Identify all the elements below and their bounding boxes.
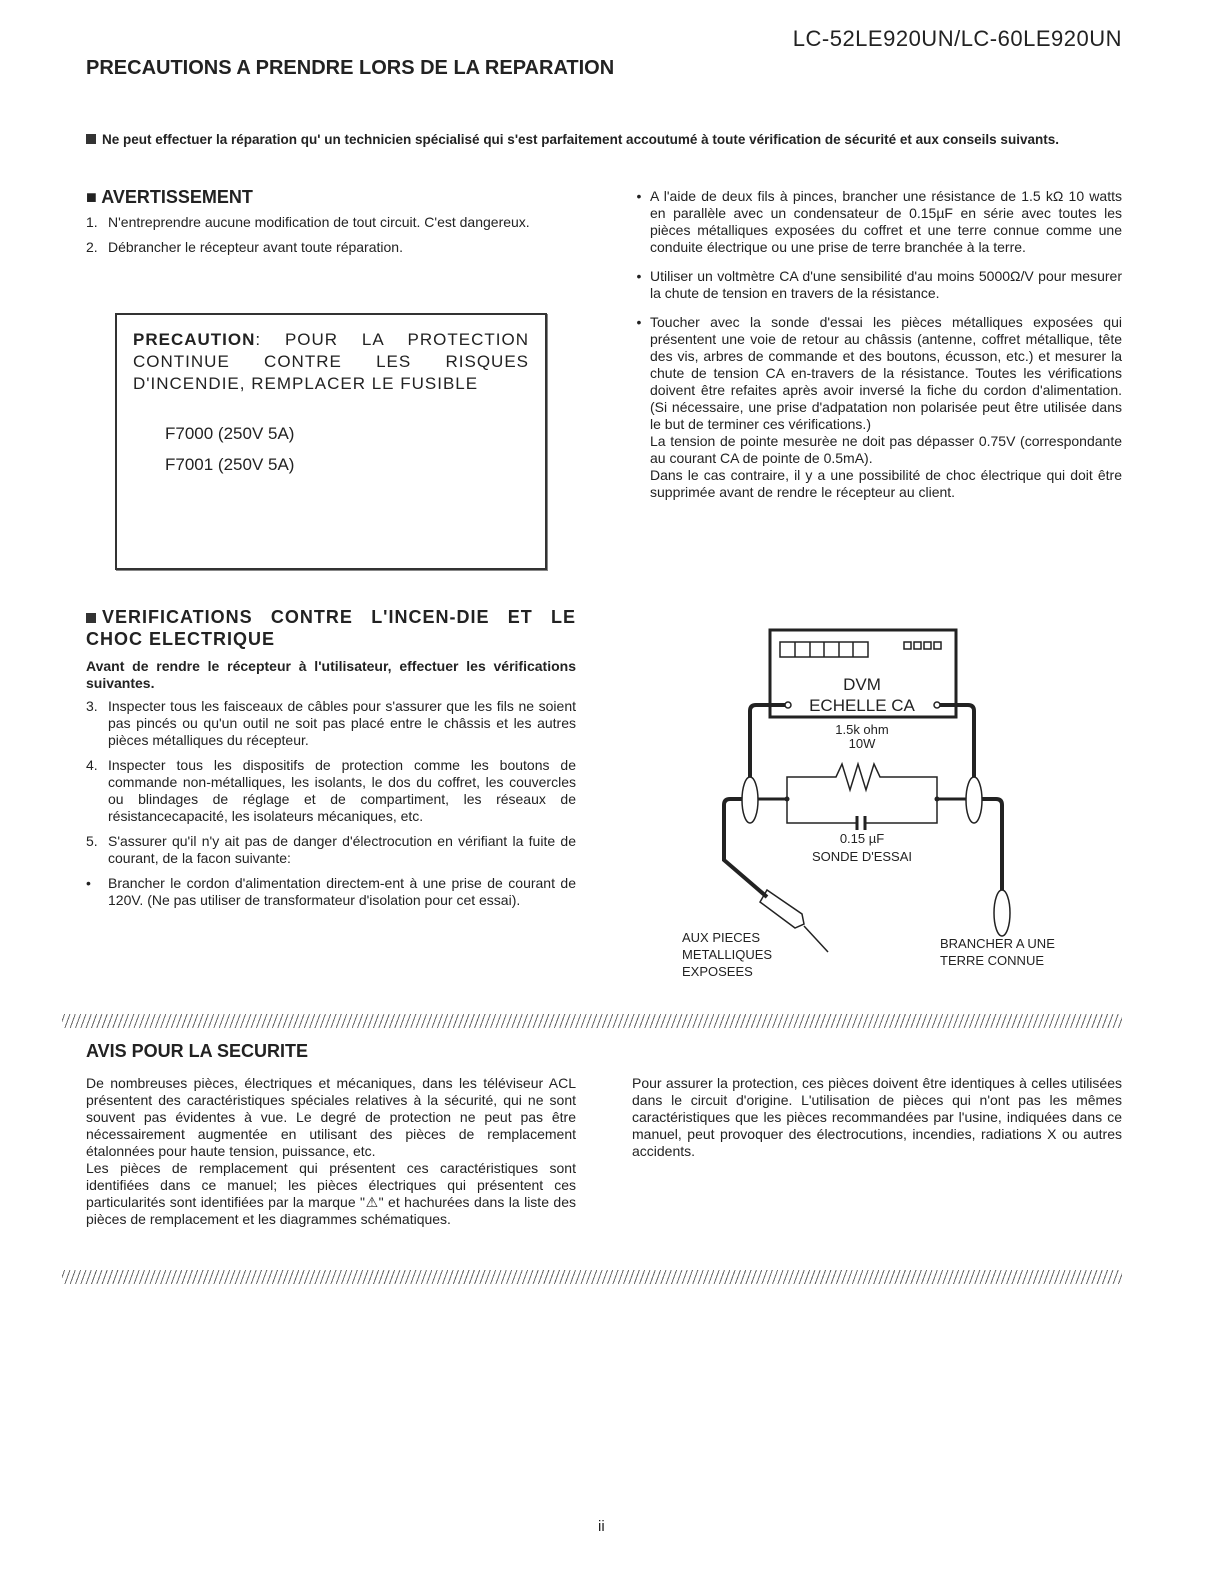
list-item: 1. N'entreprendre aucune modification de tout circuit. C'est dangereux. bbox=[86, 214, 530, 230]
list-item: • Utiliser un voltmètre CA d'une sensibilité d'au moins 5000Ω/V pour mesurer la chute de tension en travers de la résistance. bbox=[636, 268, 1122, 301]
probe-label: SONDE D'ESSAI bbox=[811, 849, 913, 864]
clip-right-icon bbox=[966, 777, 982, 823]
resistor-label: 1.5k ohm bbox=[835, 722, 889, 737]
capacitor-icon bbox=[857, 816, 865, 830]
list-item: 3. Inspecter tous les faisceaux de câbles pour s'assurer que les fils ne soient pas pincés ou qu'un outil ne soit pas placé entre le châssis et les autres pièces métalliques du récepteur. bbox=[86, 698, 576, 748]
svg-text:TERRE CONNUE: TERRE CONNUE bbox=[940, 953, 1045, 968]
avis-heading: AVIS POUR LA SECURITE bbox=[86, 1041, 309, 1061]
page-title: PRECAUTIONS A PRENDRE LORS DE LA REPARATION bbox=[86, 57, 615, 79]
dvm-label: DVM bbox=[843, 675, 881, 694]
ground-clip-icon bbox=[994, 890, 1010, 936]
verifications-subheading: Avant de rendre le récepteur à l'utilisateur, effectuer les vérifications suivantes. bbox=[86, 658, 576, 691]
page-number: ii bbox=[598, 1518, 605, 1535]
watts-label: 10W bbox=[848, 736, 876, 751]
paragraph: Dans le cas contraire, il y a une possibilité de choc électrique qui doit être supprimée avant de rendre le récepteur au client. bbox=[650, 467, 1122, 500]
fuse-f7001: F7001 (250V 5A) bbox=[165, 455, 295, 474]
clip-left-icon bbox=[742, 777, 758, 823]
fuse-f7000: F7000 (250V 5A) bbox=[165, 424, 295, 443]
hatch-divider bbox=[62, 1270, 1122, 1284]
paragraph: La tension de pointe mesurèe ne doit pas dépasser 0.75V (correspondante au courant CA de pointe de 0.5mA). bbox=[650, 433, 1122, 466]
list-item: 2. Débrancher le récepteur avant toute réparation. bbox=[86, 239, 403, 255]
avis-right: Pour assurer la protection, ces pièces doivent être identiques à celles utilisées dans le circuit d'origine. L'utilisation de pièces qui n'ont pas les mêmes caractéristiques que les pièces recommandées par l'usine, indiquées dans ce manuel, peut provoquer des électrocutions, incendies, radiations X ou autres accidents. bbox=[632, 1075, 1122, 1159]
resistor-icon bbox=[787, 764, 937, 799]
model-number: LC-52LE920UN/LC-60LE920UN bbox=[792, 26, 1122, 51]
right-label: BRANCHER A UNE bbox=[940, 936, 1055, 951]
intro-note: Ne peut effectuer la réparation qu' un technicien spécialisé qui s'est parfaitement accoutumé à toute vérification de sécurité et aux conseils suivants. bbox=[86, 131, 1126, 148]
list-item: • Brancher le cordon d'alimentation directem-ent à une prise de courant de 120V. (Ne pas utiliser de transformateur d'isolation pour cet essai). bbox=[86, 875, 576, 908]
left-label: AUX PIECES bbox=[682, 930, 761, 945]
hatch-divider bbox=[62, 1014, 1122, 1028]
svg-text:EXPOSEES: EXPOSEES bbox=[682, 964, 753, 979]
precaution-box: PRECAUTION: POUR LA PROTECTION CONTINUE CONTRE LES RISQUES D'INCENDIE, REMPLACER LE FUSIBLE F7000 (250V 5A) F7001 (250V 5A) bbox=[115, 313, 547, 570]
avertissement-heading: ■ AVERTISSEMENT bbox=[86, 187, 253, 207]
list-item: 5. S'assurer qu'il n'y ait pas de danger d'électrocution en vérifiant la fuite de courant, de la facon suivante: bbox=[86, 833, 576, 866]
capacitor-label: 0.15 µF bbox=[839, 831, 885, 846]
precaution-label: PRECAUTION bbox=[133, 330, 256, 349]
probe-wire bbox=[724, 799, 767, 897]
list-item: 4. Inspecter tous les dispositifs de protection comme les boutons de commande non-métalliques, les isolants, le dos du coffret, les couvercles ou blindages de réglage et de compartiment, les réseaux de résistancecapacité, les isolateurs mécaniques, etc. bbox=[86, 757, 576, 824]
scale-label: ECHELLE CA bbox=[809, 696, 915, 715]
dvm-display-icon bbox=[780, 642, 941, 657]
verifications-heading: VERIFICATIONS CONTRE L'INCEN-DIE ET LE CHOC ELECTRIQUE bbox=[86, 607, 576, 649]
avis-left: De nombreuses pièces, électriques et mécaniques, dans les téléviseur ACL présentent des caractéristiques spéciales relatives à la sécurité, qui ne sont souvent pas évidentes à vue. Le degré de protection ne peut pas être nécessairement augmentée en utilisant des pièces de remplacement étalonnées pour haute tension, puissance, etc. Les pièces de remplacement qui présentent ces caractéristiques sont identifiées dans ce manuel; les pièces électriques qui présentent ces particularités sont identifiées par la marque "⚠" et hachurées dans la liste des pièces de remplacement et les diagrammes schématiques. bbox=[86, 1075, 576, 1227]
svg-text:METALLIQUES: METALLIQUES bbox=[682, 947, 773, 962]
list-item: • A l'aide de deux fils à pinces, brancher une résistance de 1.5 kΩ 10 watts en parallèle avec un condensateur de 0.15µF en série avec toutes les pièces métalliques exposées du coffret et une terre connue comme une conduite électrique ou une prise de terre branchée à la terre. bbox=[636, 188, 1122, 255]
list-item: • Toucher avec la sonde d'essai les pièces métalliques exposées qui présentent une voie de retour au châssis (antenne, coffret métallique, tête des vis, arbres de commande et des boutons, écusson, etc.) et mesurer la chute de tension CA en-travers de la résistance. Toutes les vérifications doivent être refaites après avoir inversé la fiche du cordon d'alimentation. (Si nécessaire, une prise d'adpatation non polarisée peut être utilisée dans le but de terminer ces vérifications.) bbox=[636, 314, 1122, 432]
